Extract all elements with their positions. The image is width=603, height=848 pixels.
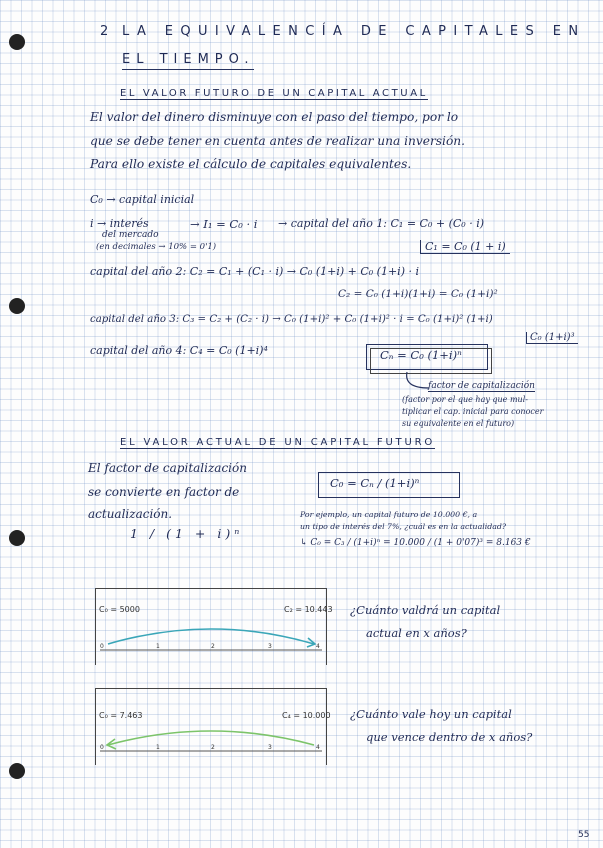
diagram2-left-label: C₀ = 7.463 [99, 711, 143, 720]
diagram2-tick-4: 4 [316, 744, 320, 751]
section1-paragraph-3: Para ello existe el cálculo de capitales equivalentes. [90, 157, 412, 171]
present-formula: C₀ = Cₙ / (1+i)ⁿ [330, 476, 420, 490]
year3-formula: capital del año 3: C₃ = C₂ + (C₂ · i) → C₀ (1+i)² + C₀ (1+i)² · i = C₀ (1+i)² (1+i) [90, 314, 493, 325]
update-factor: 1 / (1 + i)ⁿ [130, 526, 244, 541]
interest-formula: → I₁ = C₀ · i [190, 217, 258, 231]
section2-paragraph-3: actualización. [88, 507, 173, 521]
binder-hole-3 [9, 530, 25, 546]
binder-hole-1 [9, 34, 25, 50]
section1-paragraph-1: El valor del dinero disminuye con el paso del tiempo, por lo [90, 110, 459, 124]
factor-note-1: (factor por el que hay que mul- [402, 395, 528, 404]
year1-formula: → capital del año 1: C₁ = C₀ + (C₀ · i) [278, 217, 485, 230]
title-number: 2 [100, 24, 115, 39]
diagram2-question-2: que vence dentro de x años? [366, 730, 533, 744]
diagram2-tick-2: 2 [211, 744, 215, 751]
timeline-diagram-future [95, 588, 333, 665]
diagram1-left-label: C₀ = 5000 [99, 605, 140, 614]
diagram1-tick-1: 1 [156, 643, 160, 650]
year1-result: C₁ = C₀ (1 + i) [420, 240, 510, 254]
year3-result: C₀ (1+i)³ [526, 332, 578, 344]
diagram2-tick-3: 3 [268, 744, 272, 751]
diagram1-tick-2: 2 [211, 643, 215, 650]
interest-definition: i → interés [90, 217, 149, 230]
diagram2-svg [96, 689, 326, 765]
binder-hole-2 [9, 298, 25, 314]
timeline-diagram-present [95, 688, 331, 765]
year2-formula: capital del año 2: C₂ = C₁ + (C₁ · i) → C₀ (1+i) + C₀ (1+i) · i [90, 265, 419, 278]
diagram1-question-2: actual en x años? [366, 626, 467, 640]
section2-paragraph-2: se convierte en factor de [88, 485, 240, 499]
diagram2-tick-1: 1 [156, 744, 160, 751]
interest-note-decimals: (en decimales → 10% = 0'1) [96, 242, 217, 252]
diagram1-right-label: C₂ = 10.443 [284, 605, 333, 614]
interest-note-market: del mercado [102, 230, 159, 240]
diagram2-right-label: C₄ = 10.000 [282, 711, 331, 720]
section1-heading: EL VALOR FUTURO DE UN CAPITAL ACTUAL [120, 88, 428, 99]
diagram1-svg [96, 589, 326, 665]
general-formula: Cₙ = C₀ (1+i)ⁿ [380, 348, 462, 362]
section1-paragraph-2: que se debe tener en cuenta antes de realizar una inversión. [90, 134, 466, 148]
diagram1-tick-0: 0 [100, 643, 104, 650]
section2-heading: EL VALOR ACTUAL DE UN CAPITAL FUTURO [120, 437, 436, 448]
diagram1-tick-4: 4 [316, 643, 320, 650]
title-line1: LA EQUIVALENCÍA DE CAPITALES EN [122, 24, 586, 39]
binder-hole-4 [9, 763, 25, 779]
factor-note-2: tiplicar el cap. inicial para conocer [402, 407, 544, 416]
example-line-1: Por ejemplo, un capital futuro de 10.000 €, a [300, 510, 478, 519]
title-line2: EL TIEMPO. [122, 52, 254, 70]
section2-paragraph-1: El factor de capitalización [88, 461, 247, 475]
diagram2-question-1: ¿Cuánto vale hoy un capital [350, 707, 512, 721]
example-line-3: ↳ C₀ = C₃ / (1+i)ⁿ = 10.000 / (1 + 0'07)³ = 8.163 € [300, 538, 531, 548]
diagram1-tick-3: 3 [268, 643, 272, 650]
diagram2-tick-0: 0 [100, 744, 104, 751]
page-number: 55 [578, 830, 590, 840]
factor-note-3: su equivalente en el futuro) [402, 419, 515, 428]
year2-result: C₂ = C₀ (1+i)(1+i) = C₀ (1+i)² [338, 288, 498, 300]
factor-title: factor de capitalización [428, 381, 535, 391]
example-line-2: un tipo de interés del 7%, ¿cuál es en la actualidad? [300, 522, 507, 531]
year4-formula: capital del año 4: C₄ = C₀ (1+i)⁴ [90, 344, 268, 357]
diagram1-question-1: ¿Cuánto valdrá un capital [350, 603, 501, 617]
c0-definition: C₀ → capital inicial [90, 193, 195, 206]
